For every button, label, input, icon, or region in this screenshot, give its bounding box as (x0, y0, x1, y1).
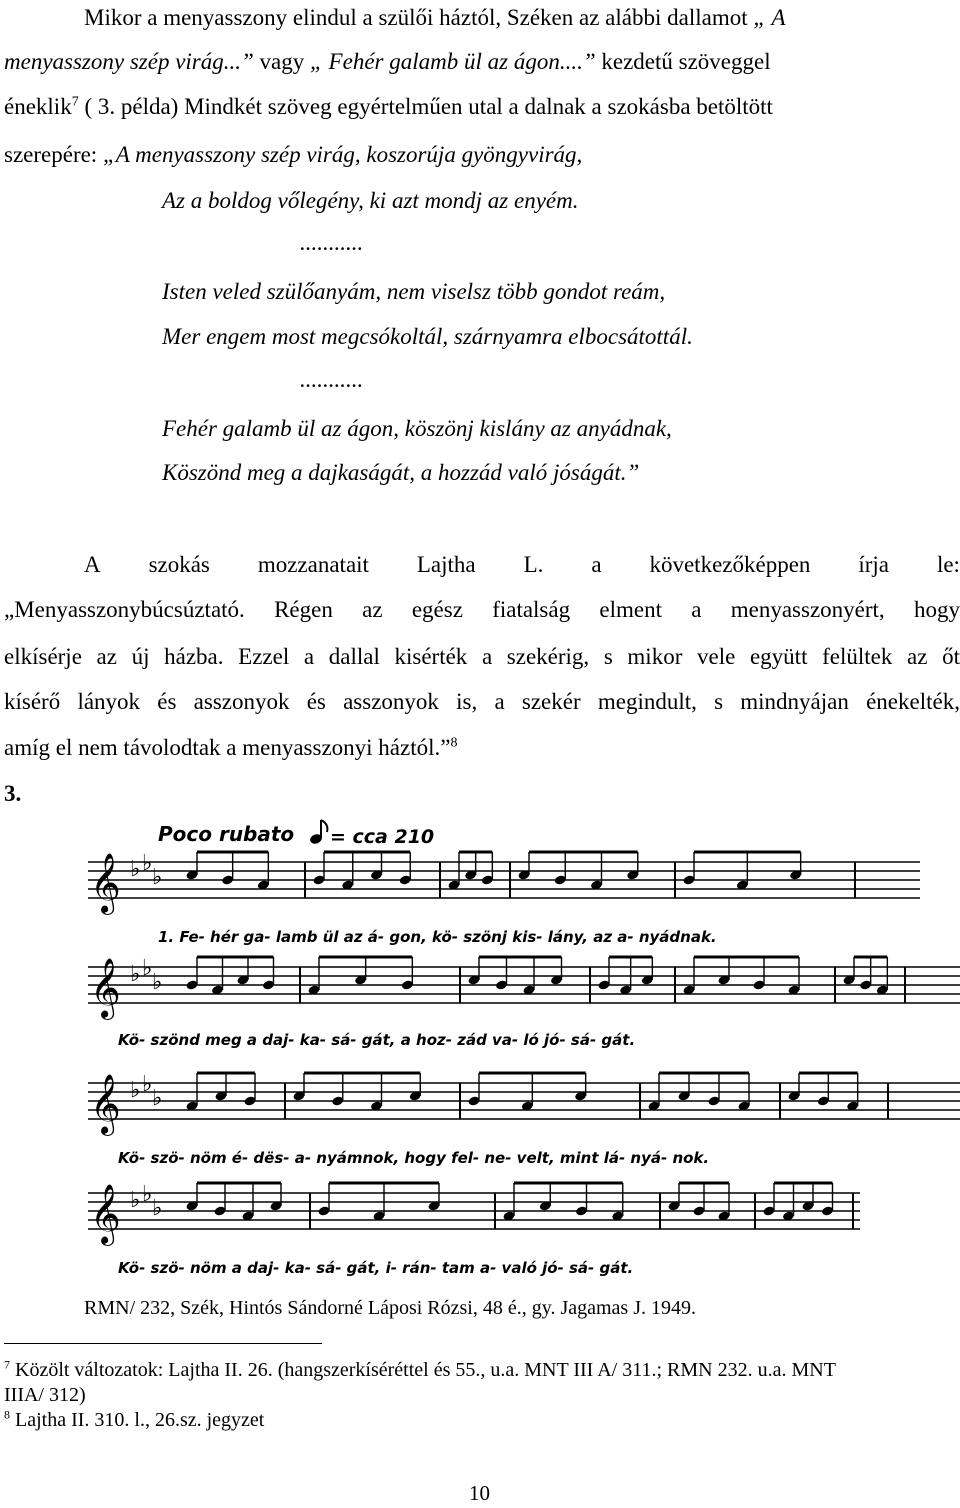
treble-clef-icon: 𝄞 (90, 958, 121, 1018)
intro-line-2: menyasszony szép virág...” vagy „ Fehér galamb ül az ágon....” kezdetű szöveggel (4, 49, 771, 74)
staff-system (88, 956, 960, 1020)
verse-ellipsis: ........... (300, 230, 364, 255)
verse-line: Köszönd meg a dajkaságát, a hozzád való jóságát.” (162, 460, 640, 485)
flat-icon: ♭ (130, 962, 141, 987)
footnote-8: $^8$ Lajtha II. 310. l., 26.sz. jegyzet (4, 1407, 265, 1431)
footnote-separator (4, 1343, 322, 1344)
flat-icon: ♭ (152, 1086, 163, 1111)
metronome-marking: = cca 210 (330, 826, 435, 848)
flat-icon: ♭ (152, 865, 163, 890)
lyrics-line: Kö- szö- nöm a daj- ka- sá- gát, i- rán- tam a- való jó- sá- gát. (118, 1259, 634, 1277)
flat-icon: ♭ (142, 956, 153, 981)
music-score (0, 815, 960, 1285)
verse-line: Isten veled szülőanyám, nem viselsz több gondot reám, (162, 279, 666, 304)
footnote-7-cont: IIIA/ 312) (4, 1384, 86, 1406)
flat-icon: ♭ (130, 857, 141, 882)
verse-line: Fehér galamb ül az ágon, köszönj kislány az anyádnak, (162, 416, 672, 441)
example-number: 3. (4, 781, 22, 806)
treble-clef-icon: 𝄞 (90, 1184, 121, 1244)
lyrics-line: Kö- szönd meg a daj- ka- sá- gát, a hoz- zád va- ló jó- sá- gát. (118, 1031, 636, 1049)
flat-icon: ♭ (142, 1072, 153, 1097)
verse-line: Az a boldog vőlegény, ki azt mondj az enyém. (162, 188, 579, 213)
staff-system (88, 1182, 860, 1246)
staff-system (88, 851, 920, 915)
lyrics-line: 1. Fe- hér ga- lamb ül az á- gon, kö- szönj kis- lány, az a- nyádnak. (158, 928, 717, 946)
flat-icon: ♭ (130, 1078, 141, 1103)
source-citation: RMN/ 232, Szék, Hintós Sándorné Láposi Rózsi, 48 é., gy. Jagamas J. 1949. (84, 1297, 696, 1319)
flat-icon: ♭ (152, 1196, 163, 1221)
lyrics-line: Kö- szö- nöm é- dës- a- nyámnok, hogy fel- ne- velt, mint lá- nyá- nok. (118, 1149, 710, 1167)
treble-clef-icon: 𝄞 (90, 1074, 121, 1134)
paragraph-line-4: kísérő lányok és asszonyok és asszonyok is, a szekér megindult, s mindnyájan énekelték, (4, 689, 960, 714)
flat-icon: ♭ (130, 1188, 141, 1213)
flat-icon: ♭ (152, 970, 163, 995)
paragraph-line-3: elkísérje az új házba. Ezzel a dallal kisérték a szekérig, s mikor vele együtt felültek az őt (4, 644, 960, 669)
staff-system (88, 1072, 960, 1136)
paragraph-line-1: A szokás mozzanatait Lajtha L. a következőképpen írja le: (84, 552, 960, 577)
tempo-marking: Poco rubato (158, 822, 295, 846)
intro-line-3: éneklik$^7$ ( 3. példa) Mindkét szöveg egyértelműen utal a dalnak a szokásba betöltött (4, 94, 773, 119)
lyrics-lines (118, 928, 717, 1277)
treble-clef-icon: 𝄞 (90, 853, 121, 913)
intro-line-1: Mikor a menyasszony elindul a szülői háztól, Széken az alábbi dallamot „ A (84, 5, 786, 30)
page-number: 10 (469, 1481, 490, 1505)
metronome-note-icon (309, 820, 328, 845)
verse-line: Mer engem most megcsókoltál, szárnyamra elbocsátottál. (162, 324, 693, 349)
flat-icon: ♭ (142, 1182, 153, 1207)
footnote-7: $^7$ Közölt változatok: Lajtha II. 26. (hangszerkíséréttel és 55., u.a. MNT III A/ 311.; RMN 232. u.a. MNT (4, 1357, 836, 1381)
paragraph-line-2: „Menyasszonybúcsúztató. Régen az egész fiatalság elment a menyasszonyért, hogy (4, 597, 960, 622)
flat-icon: ♭ (142, 851, 153, 876)
paragraph-line-5: amíg el nem távolodtak a menyasszonyi háztól.”$^8$ (4, 735, 458, 760)
verse-ellipsis: ........... (300, 367, 364, 392)
intro-line-4: szerepére: „A menyasszony szép virág, koszorúja gyöngyvirág, (4, 142, 583, 167)
